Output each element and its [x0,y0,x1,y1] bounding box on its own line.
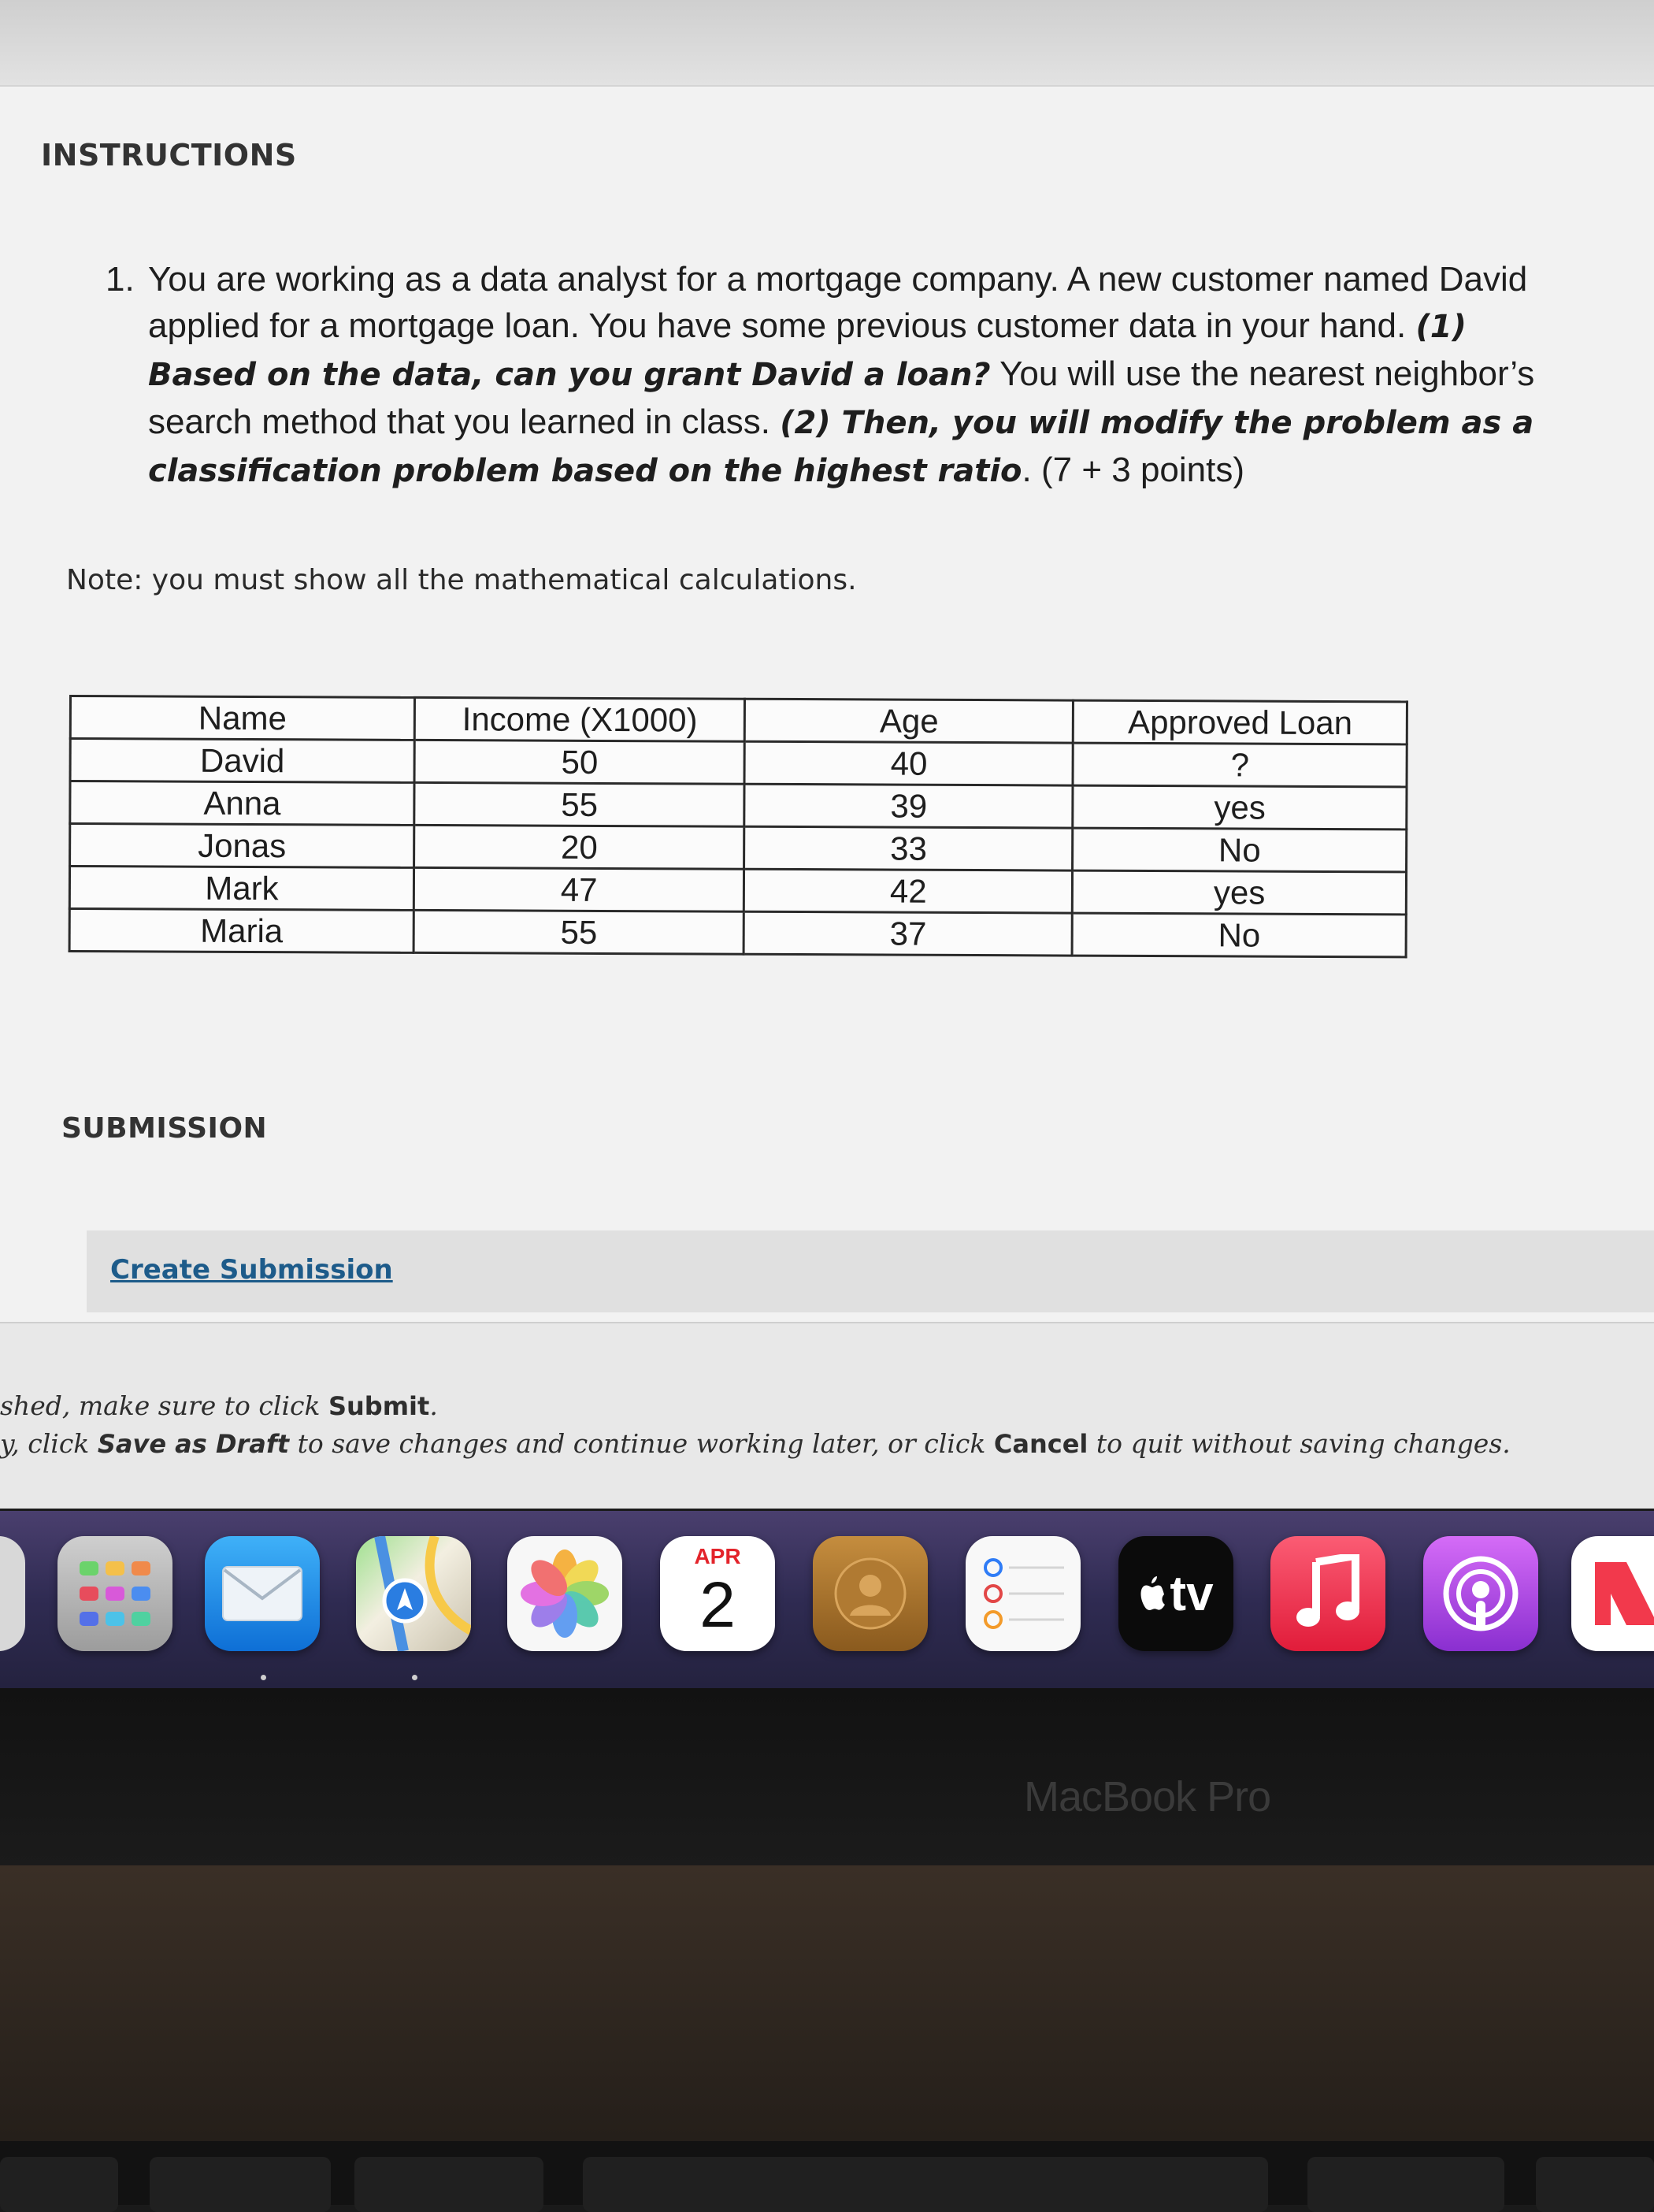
apple-tv-icon[interactable] [1118,1536,1233,1651]
header-cell-age: Age [745,699,1074,743]
table-cell: 37 [744,911,1073,956]
keyboard-key [354,2157,543,2212]
keyboard-key [1536,2157,1654,2212]
table-row [70,781,1407,830]
mail-icon[interactable] [205,1536,320,1651]
macbook-label: MacBook Pro [1024,1773,1271,1820]
map-pin-icon [356,1536,471,1651]
running-indicator [261,1675,266,1680]
photos-icon[interactable] [507,1536,622,1651]
question-intro: You are working as a data analyst for a mortgage company. A new customer named David applied for a mortgage loan. You have some previous customer data in your hand. [148,260,1528,345]
table-row [70,739,1407,787]
person-silhouette-icon [831,1554,910,1633]
table-cell: Mark [69,867,414,911]
table-cell: yes [1073,870,1407,915]
note-text: Note: you must show all the mathematical calculations. [66,564,857,596]
launchpad-icon[interactable] [57,1536,172,1651]
header-cell-approved-loan: Approved Loan [1074,700,1407,744]
table-cell: David [70,739,414,783]
laptop-bezel [0,1688,1654,1865]
table-row [69,867,1406,915]
podcasts-icon[interactable] [1423,1536,1538,1651]
create-submission-link[interactable]: Create Submission [110,1254,393,1286]
question-points: . (7 + 3 points) [1022,451,1245,489]
reminders-list-icon [976,1550,1070,1637]
reminders-icon[interactable] [966,1536,1081,1651]
finder-icon[interactable] [0,1536,25,1651]
footer-line-2-prefix: y, click [0,1428,98,1459]
apple-logo-icon [1138,1575,1170,1613]
footer-line-1-suffix: . [429,1390,438,1421]
question-part-2: (2) Then, you will modify the problem as a classification problem based on the highest ratio [148,405,1534,489]
footer-line-draft [0,1428,1511,1459]
header-cell-income: Income (X1000) [414,697,745,741]
keyboard-key [0,2157,118,2212]
table-cell: 40 [744,741,1073,785]
table-cell: 47 [414,867,744,911]
table-cell: 55 [414,910,744,954]
keyboard-key [150,2157,331,2212]
browser-top-strip [0,0,1654,85]
music-icon[interactable] [1270,1536,1385,1651]
table-row [70,824,1407,872]
table-cell: 55 [414,782,745,826]
table-cell: No [1073,828,1407,872]
table-cell: 33 [744,826,1073,870]
submission-heading: SUBMISSION [61,1112,268,1145]
contacts-icon[interactable] [813,1536,928,1651]
footer-line-2-mid: to save changes and continue working later, or click [289,1428,994,1459]
table-cell: Maria [69,909,414,953]
table-cell: No [1072,913,1406,957]
footer-line-submit [0,1390,438,1421]
keyboard-key [583,2157,1268,2212]
table-cell: 39 [744,784,1073,828]
footer-line-1-prefix: shed, make sure to click [0,1390,328,1421]
calendar-day: 2 [699,1569,736,1641]
footer-cancel-word: Cancel [993,1429,1088,1459]
news-icon[interactable] [1571,1536,1654,1651]
header-cell-name: Name [70,696,414,740]
table-cell: 20 [414,825,745,869]
table-cell: Anna [70,781,414,826]
question-number: 1. [106,260,135,299]
customer-data-table [69,695,1408,958]
maps-icon[interactable] [356,1536,471,1651]
keyboard-key [1307,2157,1504,2212]
question-text [109,256,1542,495]
table-row [69,909,1406,957]
table-cell: 42 [744,869,1073,913]
tv-label: tv [1170,1566,1214,1621]
question-part-1: (1) Based on the data, can you grant David a loan? [148,309,1467,393]
footer-line-2-suffix: to quit without saving changes. [1088,1428,1511,1459]
music-note-icon [1292,1554,1363,1633]
envelope-icon [221,1565,303,1622]
calendar-month: APR [694,1544,741,1568]
running-indicator [412,1675,417,1680]
table-cell: yes [1073,785,1407,830]
instructions-heading: INSTRUCTIONS [41,138,297,173]
table-cell: 50 [414,740,745,784]
table-cell: ? [1073,743,1407,787]
question-method: You will use the nearest neighbor’s search method that you learned in class. [148,354,1535,441]
question-1 [106,256,1542,495]
launchpad-grid-icon [72,1550,158,1637]
table-header-row [70,696,1407,744]
podcast-antenna-icon [1437,1550,1524,1637]
photos-flower-icon [517,1546,612,1641]
footer-save-draft-word: Save as Draft [97,1429,290,1459]
calendar-icon[interactable] [660,1536,775,1651]
news-n-icon [1579,1546,1654,1641]
table-cell: Jonas [70,824,414,868]
footer-submit-word: Submit [328,1391,430,1421]
